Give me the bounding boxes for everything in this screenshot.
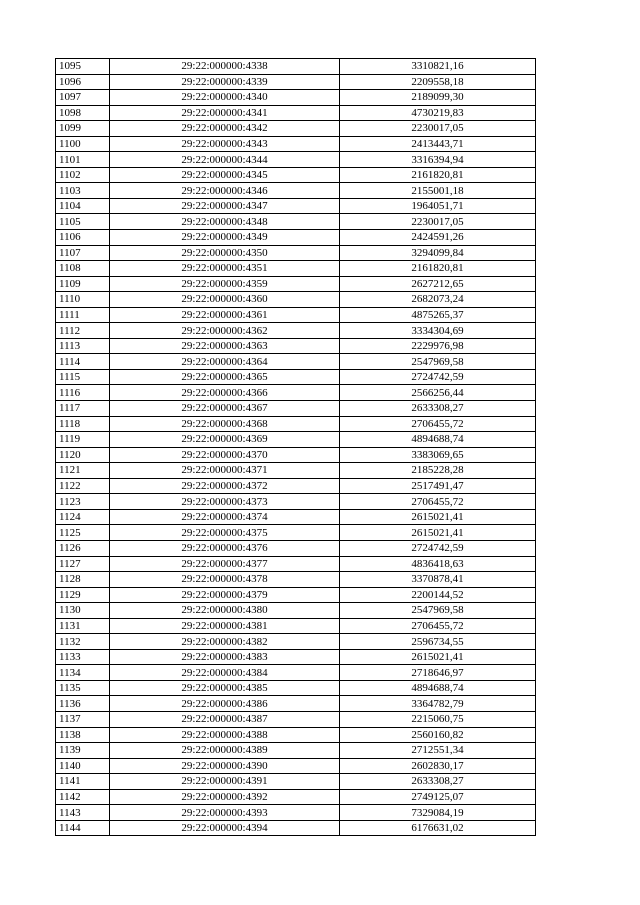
row-number-cell: 1112 — [56, 323, 110, 339]
table-row — [56, 727, 536, 743]
row-number-cell: 1110 — [56, 292, 110, 308]
row-number-cell: 1104 — [56, 198, 110, 214]
cadastral-value-cell: 2161820,81 — [340, 261, 536, 277]
table-row — [56, 121, 536, 137]
row-number-cell: 1097 — [56, 90, 110, 106]
row-number-cell: 1120 — [56, 447, 110, 463]
table-row — [56, 463, 536, 479]
cadastral-value-cell: 3364782,79 — [340, 696, 536, 712]
cadastral-number-cell: 29:22:000000:4346 — [110, 183, 340, 199]
table-row — [56, 90, 536, 106]
row-number-cell: 1102 — [56, 167, 110, 183]
cadastral-value-cell: 2215060,75 — [340, 711, 536, 727]
cadastral-value-cell: 2155001,18 — [340, 183, 536, 199]
cadastral-number-cell: 29:22:000000:4364 — [110, 354, 340, 370]
table-row — [56, 276, 536, 292]
cadastral-number-cell: 29:22:000000:4382 — [110, 634, 340, 650]
cadastral-value-cell: 2602830,17 — [340, 758, 536, 774]
cadastral-value-cell: 2185228,28 — [340, 463, 536, 479]
row-number-cell: 1132 — [56, 634, 110, 650]
table-row — [56, 680, 536, 696]
cadastral-value-cell: 2596734,55 — [340, 634, 536, 650]
table-row — [56, 198, 536, 214]
table-row — [56, 509, 536, 525]
cadastral-number-cell: 29:22:000000:4393 — [110, 805, 340, 821]
cadastral-value-cell: 2706455,72 — [340, 494, 536, 510]
cadastral-number-cell: 29:22:000000:4340 — [110, 90, 340, 106]
cadastral-value-cell: 3294099,84 — [340, 245, 536, 261]
table-row — [56, 618, 536, 634]
table-row — [56, 59, 536, 75]
cadastral-value-cell: 2517491,47 — [340, 478, 536, 494]
table-row — [56, 789, 536, 805]
row-number-cell: 1122 — [56, 478, 110, 494]
row-number-cell: 1130 — [56, 603, 110, 619]
cadastral-value-cell: 3316394,94 — [340, 152, 536, 168]
row-number-cell: 1126 — [56, 540, 110, 556]
cadastral-value-cell: 2413443,71 — [340, 136, 536, 152]
row-number-cell: 1123 — [56, 494, 110, 510]
row-number-cell: 1096 — [56, 74, 110, 90]
cadastral-number-cell: 29:22:000000:4383 — [110, 649, 340, 665]
table-row — [56, 136, 536, 152]
table-row — [56, 665, 536, 681]
cadastral-number-cell: 29:22:000000:4371 — [110, 463, 340, 479]
table-row — [56, 432, 536, 448]
row-number-cell: 1114 — [56, 354, 110, 370]
cadastral-number-cell: 29:22:000000:4389 — [110, 743, 340, 759]
row-number-cell: 1116 — [56, 385, 110, 401]
table-row — [56, 556, 536, 572]
cadastral-number-cell: 29:22:000000:4361 — [110, 307, 340, 323]
row-number-cell: 1107 — [56, 245, 110, 261]
cadastral-value-cell: 2724742,59 — [340, 369, 536, 385]
cadastral-value-cell: 2633308,27 — [340, 401, 536, 417]
cadastral-number-cell: 29:22:000000:4362 — [110, 323, 340, 339]
cadastral-number-cell: 29:22:000000:4372 — [110, 478, 340, 494]
cadastral-number-cell: 29:22:000000:4378 — [110, 572, 340, 588]
table-row — [56, 603, 536, 619]
row-number-cell: 1141 — [56, 774, 110, 790]
row-number-cell: 1100 — [56, 136, 110, 152]
table-row — [56, 183, 536, 199]
cadastral-value-cell: 4730219,83 — [340, 105, 536, 121]
table-row — [56, 245, 536, 261]
cadastral-value-cell: 4894688,74 — [340, 432, 536, 448]
cadastral-number-cell: 29:22:000000:4343 — [110, 136, 340, 152]
cadastral-value-cell: 2615021,41 — [340, 649, 536, 665]
cadastral-number-cell: 29:22:000000:4377 — [110, 556, 340, 572]
cadastral-value-cell: 1964051,71 — [340, 198, 536, 214]
cadastral-value-cell: 2627212,65 — [340, 276, 536, 292]
cadastral-value-cell: 2706455,72 — [340, 416, 536, 432]
cadastral-value-cell: 2161820,81 — [340, 167, 536, 183]
table-row — [56, 369, 536, 385]
cadastral-number-cell: 29:22:000000:4374 — [110, 509, 340, 525]
table-row — [56, 447, 536, 463]
cadastral-value-cell: 2615021,41 — [340, 525, 536, 541]
row-number-cell: 1129 — [56, 587, 110, 603]
table-row — [56, 634, 536, 650]
cadastral-number-cell: 29:22:000000:4338 — [110, 59, 340, 75]
row-number-cell: 1128 — [56, 572, 110, 588]
row-number-cell: 1103 — [56, 183, 110, 199]
row-number-cell: 1138 — [56, 727, 110, 743]
cadastral-number-cell: 29:22:000000:4348 — [110, 214, 340, 230]
cadastral-number-cell: 29:22:000000:4363 — [110, 338, 340, 354]
row-number-cell: 1121 — [56, 463, 110, 479]
cadastral-number-cell: 29:22:000000:4375 — [110, 525, 340, 541]
row-number-cell: 1111 — [56, 307, 110, 323]
row-number-cell: 1119 — [56, 432, 110, 448]
cadastral-value-cell: 2189099,30 — [340, 90, 536, 106]
cadastral-number-cell: 29:22:000000:4394 — [110, 820, 340, 836]
row-number-cell: 1144 — [56, 820, 110, 836]
table-row — [56, 292, 536, 308]
row-number-cell: 1124 — [56, 509, 110, 525]
cadastral-number-cell: 29:22:000000:4376 — [110, 540, 340, 556]
cadastral-value-cell: 2718646,97 — [340, 665, 536, 681]
row-number-cell: 1125 — [56, 525, 110, 541]
cadastral-number-cell: 29:22:000000:4347 — [110, 198, 340, 214]
table-row — [56, 230, 536, 246]
cadastral-value-cell: 3334304,69 — [340, 323, 536, 339]
cadastral-value-cell: 7329084,19 — [340, 805, 536, 821]
table-row — [56, 540, 536, 556]
cadastral-number-cell: 29:22:000000:4339 — [110, 74, 340, 90]
table-row — [56, 478, 536, 494]
cadastral-value-cell: 4875265,37 — [340, 307, 536, 323]
cadastral-number-cell: 29:22:000000:4386 — [110, 696, 340, 712]
cadastral-number-cell: 29:22:000000:4342 — [110, 121, 340, 137]
cadastral-number-cell: 29:22:000000:4369 — [110, 432, 340, 448]
table-row — [56, 696, 536, 712]
row-number-cell: 1136 — [56, 696, 110, 712]
row-number-cell: 1133 — [56, 649, 110, 665]
cadastral-number-cell: 29:22:000000:4360 — [110, 292, 340, 308]
row-number-cell: 1098 — [56, 105, 110, 121]
cadastral-value-table — [55, 58, 536, 836]
cadastral-value-cell: 2682073,24 — [340, 292, 536, 308]
table-row — [56, 152, 536, 168]
cadastral-value-cell: 2547969,58 — [340, 354, 536, 370]
cadastral-value-cell: 2230017,05 — [340, 214, 536, 230]
table-row — [56, 711, 536, 727]
cadastral-value-cell: 2229976,98 — [340, 338, 536, 354]
cadastral-value-cell: 2724742,59 — [340, 540, 536, 556]
row-number-cell: 1106 — [56, 230, 110, 246]
row-number-cell: 1108 — [56, 261, 110, 277]
cadastral-value-cell: 2424591,26 — [340, 230, 536, 246]
row-number-cell: 1101 — [56, 152, 110, 168]
row-number-cell: 1142 — [56, 789, 110, 805]
table-row — [56, 805, 536, 821]
cadastral-value-cell: 2749125,07 — [340, 789, 536, 805]
row-number-cell: 1115 — [56, 369, 110, 385]
cadastral-number-cell: 29:22:000000:4350 — [110, 245, 340, 261]
table-row — [56, 416, 536, 432]
cadastral-value-cell: 3383069,65 — [340, 447, 536, 463]
table-row — [56, 105, 536, 121]
cadastral-number-cell: 29:22:000000:4359 — [110, 276, 340, 292]
table-row — [56, 307, 536, 323]
row-number-cell: 1143 — [56, 805, 110, 821]
table-row — [56, 525, 536, 541]
cadastral-number-cell: 29:22:000000:4384 — [110, 665, 340, 681]
table-row — [56, 649, 536, 665]
cadastral-value-cell: 2712551,34 — [340, 743, 536, 759]
cadastral-value-cell: 6176631,02 — [340, 820, 536, 836]
cadastral-value-cell: 2200144,52 — [340, 587, 536, 603]
cadastral-number-cell: 29:22:000000:4392 — [110, 789, 340, 805]
table-row — [56, 572, 536, 588]
row-number-cell: 1137 — [56, 711, 110, 727]
cadastral-value-cell: 2615021,41 — [340, 509, 536, 525]
cadastral-number-cell: 29:22:000000:4379 — [110, 587, 340, 603]
row-number-cell: 1140 — [56, 758, 110, 774]
table-row — [56, 401, 536, 417]
cadastral-value-cell: 2566256,44 — [340, 385, 536, 401]
cadastral-value-cell: 2706455,72 — [340, 618, 536, 634]
cadastral-number-cell: 29:22:000000:4385 — [110, 680, 340, 696]
table-row — [56, 167, 536, 183]
row-number-cell: 1127 — [56, 556, 110, 572]
table-row — [56, 354, 536, 370]
cadastral-number-cell: 29:22:000000:4366 — [110, 385, 340, 401]
cadastral-number-cell: 29:22:000000:4365 — [110, 369, 340, 385]
table-row — [56, 214, 536, 230]
cadastral-value-cell: 2633308,27 — [340, 774, 536, 790]
cadastral-value-cell: 4894688,74 — [340, 680, 536, 696]
cadastral-number-cell: 29:22:000000:4373 — [110, 494, 340, 510]
cadastral-number-cell: 29:22:000000:4349 — [110, 230, 340, 246]
cadastral-number-cell: 29:22:000000:4344 — [110, 152, 340, 168]
cadastral-number-cell: 29:22:000000:4390 — [110, 758, 340, 774]
cadastral-value-cell: 2209558,18 — [340, 74, 536, 90]
row-number-cell: 1118 — [56, 416, 110, 432]
cadastral-number-cell: 29:22:000000:4341 — [110, 105, 340, 121]
table-row — [56, 74, 536, 90]
cadastral-value-cell: 3370878,41 — [340, 572, 536, 588]
cadastral-number-cell: 29:22:000000:4388 — [110, 727, 340, 743]
table-row — [56, 587, 536, 603]
cadastral-value-cell: 2547969,58 — [340, 603, 536, 619]
cadastral-number-cell: 29:22:000000:4381 — [110, 618, 340, 634]
cadastral-number-cell: 29:22:000000:4368 — [110, 416, 340, 432]
row-number-cell: 1113 — [56, 338, 110, 354]
cadastral-number-cell: 29:22:000000:4351 — [110, 261, 340, 277]
row-number-cell: 1139 — [56, 743, 110, 759]
cadastral-number-cell: 29:22:000000:4367 — [110, 401, 340, 417]
cadastral-value-cell: 3310821,16 — [340, 59, 536, 75]
row-number-cell: 1095 — [56, 59, 110, 75]
cadastral-value-cell: 4836418,63 — [340, 556, 536, 572]
table-row — [56, 323, 536, 339]
row-number-cell: 1117 — [56, 401, 110, 417]
cadastral-number-cell: 29:22:000000:4380 — [110, 603, 340, 619]
table-row — [56, 338, 536, 354]
cadastral-number-cell: 29:22:000000:4370 — [110, 447, 340, 463]
table-row — [56, 820, 536, 836]
cadastral-number-cell: 29:22:000000:4387 — [110, 711, 340, 727]
table-row — [56, 758, 536, 774]
cadastral-value-cell: 2560160,82 — [340, 727, 536, 743]
table-row — [56, 774, 536, 790]
table-row — [56, 494, 536, 510]
row-number-cell: 1099 — [56, 121, 110, 137]
row-number-cell: 1134 — [56, 665, 110, 681]
cadastral-number-cell: 29:22:000000:4345 — [110, 167, 340, 183]
table-row — [56, 261, 536, 277]
cadastral-value-cell: 2230017,05 — [340, 121, 536, 137]
table-row — [56, 743, 536, 759]
row-number-cell: 1135 — [56, 680, 110, 696]
row-number-cell: 1109 — [56, 276, 110, 292]
cadastral-number-cell: 29:22:000000:4391 — [110, 774, 340, 790]
row-number-cell: 1131 — [56, 618, 110, 634]
row-number-cell: 1105 — [56, 214, 110, 230]
table-body — [56, 59, 536, 836]
table-row — [56, 385, 536, 401]
